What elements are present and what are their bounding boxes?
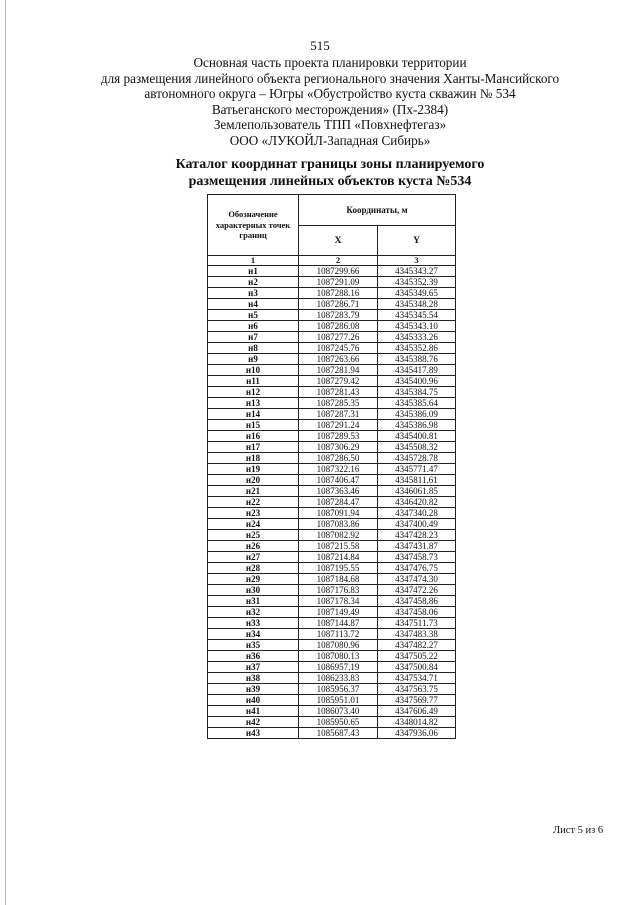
table-body bbox=[208, 266, 456, 739]
x-cell: 1087286.08 bbox=[299, 321, 378, 332]
y-cell: 4345384.75 bbox=[378, 387, 456, 398]
x-cell: 1087281.94 bbox=[299, 365, 378, 376]
y-cell: 4347482.27 bbox=[378, 640, 456, 651]
point-cell: н38 bbox=[208, 673, 299, 684]
x-cell: 1085951.01 bbox=[299, 695, 378, 706]
table-row bbox=[208, 640, 456, 651]
table-row bbox=[208, 486, 456, 497]
header-line: ООО «ЛУКОЙЛ-Западная Сибирь» bbox=[229, 132, 431, 148]
x-cell: 1087263.66 bbox=[299, 354, 378, 365]
y-cell: 4346061.85 bbox=[378, 486, 456, 497]
x-cell: 1087083.86 bbox=[299, 519, 378, 530]
point-cell: н26 bbox=[208, 541, 299, 552]
y-cell: 4345343.27 bbox=[378, 266, 456, 277]
table-row bbox=[208, 354, 456, 365]
y-cell: 4347472.26 bbox=[378, 585, 456, 596]
x-cell: 1087245.76 bbox=[299, 343, 378, 354]
point-cell: н19 bbox=[208, 464, 299, 475]
y-cell: 4347563.75 bbox=[378, 684, 456, 695]
y-cell: 4345386.09 bbox=[378, 409, 456, 420]
catalog-title bbox=[120, 156, 540, 190]
page-number: 515 bbox=[310, 38, 330, 53]
point-cell: н40 bbox=[208, 695, 299, 706]
point-cell: н28 bbox=[208, 563, 299, 574]
point-cell: н9 bbox=[208, 354, 299, 365]
point-cell: н37 bbox=[208, 662, 299, 673]
x-header: X bbox=[299, 226, 378, 256]
table-row bbox=[208, 299, 456, 310]
y-cell: 4345771.47 bbox=[378, 464, 456, 475]
x-cell: 1087149.49 bbox=[299, 607, 378, 618]
x-cell: 1087195.55 bbox=[299, 563, 378, 574]
table-row bbox=[208, 552, 456, 563]
table-row bbox=[208, 310, 456, 321]
coordinates-table bbox=[207, 194, 456, 739]
title-line: размещения линейных объектов куста №534 bbox=[188, 174, 472, 189]
point-cell: н21 bbox=[208, 486, 299, 497]
point-cell: н31 bbox=[208, 596, 299, 607]
y-cell: 4347400.49 bbox=[378, 519, 456, 530]
coordinates-header: Координаты, м bbox=[299, 195, 456, 226]
point-cell: н11 bbox=[208, 376, 299, 387]
x-cell: 1087113.72 bbox=[299, 629, 378, 640]
point-cell: н18 bbox=[208, 453, 299, 464]
point-cell: н41 bbox=[208, 706, 299, 717]
sheet-footer: Лист 5 из 6 bbox=[553, 825, 604, 836]
point-cell: н35 bbox=[208, 640, 299, 651]
x-cell: 1087286.71 bbox=[299, 299, 378, 310]
x-cell: 1087287.31 bbox=[299, 409, 378, 420]
x-cell: 1087291.24 bbox=[299, 420, 378, 431]
y-cell: 4345345.54 bbox=[378, 310, 456, 321]
table-row bbox=[208, 706, 456, 717]
x-cell: 1087091.94 bbox=[299, 508, 378, 519]
x-cell: 1086957.19 bbox=[299, 662, 378, 673]
y-cell: 4347483.38 bbox=[378, 629, 456, 640]
x-cell: 1087277.26 bbox=[299, 332, 378, 343]
scan-edge-line bbox=[5, 0, 6, 905]
point-cell: н6 bbox=[208, 321, 299, 332]
title-line: Каталог координат границы зоны планируемого bbox=[175, 157, 485, 172]
x-cell: 1087178.34 bbox=[299, 596, 378, 607]
point-cell: н12 bbox=[208, 387, 299, 398]
y-cell: 4345400.96 bbox=[378, 376, 456, 387]
point-cell: н39 bbox=[208, 684, 299, 695]
table-row bbox=[208, 431, 456, 442]
point-cell: н2 bbox=[208, 277, 299, 288]
point-cell: н5 bbox=[208, 310, 299, 321]
x-cell: 1087281.43 bbox=[299, 387, 378, 398]
table-row bbox=[208, 508, 456, 519]
table-row bbox=[208, 530, 456, 541]
table-row bbox=[208, 376, 456, 387]
x-cell: 1087322.16 bbox=[299, 464, 378, 475]
y-cell: 4345352.39 bbox=[378, 277, 456, 288]
point-designation-header: Обозначение характерных точек границ bbox=[208, 195, 299, 256]
y-cell: 4347428.23 bbox=[378, 530, 456, 541]
y-cell: 4348014.82 bbox=[378, 717, 456, 728]
table-row bbox=[208, 365, 456, 376]
y-cell: 4347505.22 bbox=[378, 651, 456, 662]
point-cell: н17 bbox=[208, 442, 299, 453]
y-cell: 4345348.28 bbox=[378, 299, 456, 310]
y-cell: 4347936.06 bbox=[378, 728, 456, 739]
x-cell: 1087363.46 bbox=[299, 486, 378, 497]
y-cell: 4347476.75 bbox=[378, 563, 456, 574]
point-cell: н4 bbox=[208, 299, 299, 310]
x-cell: 1087406.47 bbox=[299, 475, 378, 486]
point-cell: н8 bbox=[208, 343, 299, 354]
y-cell: 4345388.76 bbox=[378, 354, 456, 365]
table-row bbox=[208, 321, 456, 332]
document-header bbox=[80, 55, 580, 149]
x-cell: 1087299.66 bbox=[299, 266, 378, 277]
x-cell: 1087214.84 bbox=[299, 552, 378, 563]
table-row bbox=[208, 343, 456, 354]
table-row bbox=[208, 596, 456, 607]
table-row bbox=[208, 607, 456, 618]
x-cell: 1086073.40 bbox=[299, 706, 378, 717]
table-row bbox=[208, 442, 456, 453]
y-header: Y bbox=[378, 226, 456, 256]
y-cell: 4345333.26 bbox=[378, 332, 456, 343]
point-cell: н33 bbox=[208, 618, 299, 629]
table-row bbox=[208, 728, 456, 739]
y-cell: 4345811.61 bbox=[378, 475, 456, 486]
y-cell: 4347340.28 bbox=[378, 508, 456, 519]
point-cell: н20 bbox=[208, 475, 299, 486]
x-cell: 1085950.65 bbox=[299, 717, 378, 728]
table-row bbox=[208, 585, 456, 596]
y-cell: 4345728.78 bbox=[378, 453, 456, 464]
y-cell: 4345508.32 bbox=[378, 442, 456, 453]
table-row bbox=[208, 673, 456, 684]
point-cell: н13 bbox=[208, 398, 299, 409]
header-line: для размещения линейного объекта регионального значения Ханты-Мансийского bbox=[100, 70, 560, 86]
point-cell: н29 bbox=[208, 574, 299, 585]
point-cell: н10 bbox=[208, 365, 299, 376]
point-cell: н24 bbox=[208, 519, 299, 530]
column-number: 3 bbox=[378, 256, 456, 266]
point-cell: н23 bbox=[208, 508, 299, 519]
y-cell: 4345352.86 bbox=[378, 343, 456, 354]
x-cell: 1087082.92 bbox=[299, 530, 378, 541]
table-row bbox=[208, 684, 456, 695]
table-row bbox=[208, 398, 456, 409]
x-cell: 1085687.43 bbox=[299, 728, 378, 739]
x-cell: 1087284.47 bbox=[299, 497, 378, 508]
x-cell: 1087289.53 bbox=[299, 431, 378, 442]
table-row bbox=[208, 618, 456, 629]
x-cell: 1087306.29 bbox=[299, 442, 378, 453]
table-row bbox=[208, 662, 456, 673]
point-cell: н16 bbox=[208, 431, 299, 442]
table-row bbox=[208, 288, 456, 299]
y-cell: 4345400.81 bbox=[378, 431, 456, 442]
column-number: 1 bbox=[208, 256, 299, 266]
x-cell: 1087080.13 bbox=[299, 651, 378, 662]
y-cell: 4347458.06 bbox=[378, 607, 456, 618]
table-row bbox=[208, 453, 456, 464]
point-cell: н3 bbox=[208, 288, 299, 299]
table-row bbox=[208, 717, 456, 728]
point-cell: н25 bbox=[208, 530, 299, 541]
x-cell: 1087291.09 bbox=[299, 277, 378, 288]
y-cell: 4345417.89 bbox=[378, 365, 456, 376]
table-row bbox=[208, 695, 456, 706]
table-row bbox=[208, 332, 456, 343]
column-number: 2 bbox=[299, 256, 378, 266]
x-cell: 1085956.37 bbox=[299, 684, 378, 695]
point-cell: н32 bbox=[208, 607, 299, 618]
y-cell: 4347534.71 bbox=[378, 673, 456, 684]
point-cell: н30 bbox=[208, 585, 299, 596]
y-cell: 4347569.77 bbox=[378, 695, 456, 706]
table-row bbox=[208, 475, 456, 486]
table-row bbox=[208, 563, 456, 574]
table-row bbox=[208, 519, 456, 530]
y-cell: 4346420.82 bbox=[378, 497, 456, 508]
table-row bbox=[208, 574, 456, 585]
table-row bbox=[208, 541, 456, 552]
header-line: Землепользователь ТПП «Повхнефтегаз» bbox=[213, 117, 447, 133]
point-cell: н22 bbox=[208, 497, 299, 508]
table-row bbox=[208, 497, 456, 508]
y-cell: 4347458.73 bbox=[378, 552, 456, 563]
table-row bbox=[208, 409, 456, 420]
x-cell: 1086233.83 bbox=[299, 673, 378, 684]
x-cell: 1087144.87 bbox=[299, 618, 378, 629]
y-cell: 4347500.84 bbox=[378, 662, 456, 673]
y-cell: 4347431.87 bbox=[378, 541, 456, 552]
x-cell: 1087080.96 bbox=[299, 640, 378, 651]
x-cell: 1087283.79 bbox=[299, 310, 378, 321]
x-cell: 1087184.68 bbox=[299, 574, 378, 585]
point-cell: н14 bbox=[208, 409, 299, 420]
x-cell: 1087279.42 bbox=[299, 376, 378, 387]
y-cell: 4347458.86 bbox=[378, 596, 456, 607]
x-cell: 1087285.35 bbox=[299, 398, 378, 409]
table-row bbox=[208, 420, 456, 431]
y-cell: 4345349.65 bbox=[378, 288, 456, 299]
table-row bbox=[208, 629, 456, 640]
point-cell: н15 bbox=[208, 420, 299, 431]
point-cell: н27 bbox=[208, 552, 299, 563]
header-line: Основная часть проекта планировки территории bbox=[193, 55, 467, 70]
table-row bbox=[208, 387, 456, 398]
point-cell: н34 bbox=[208, 629, 299, 640]
header-line: Ватьеганского месторождения» (Пх-2384) bbox=[211, 101, 449, 117]
table-row bbox=[208, 266, 456, 277]
y-cell: 4345386.98 bbox=[378, 420, 456, 431]
point-cell: н42 bbox=[208, 717, 299, 728]
y-cell: 4347474.30 bbox=[378, 574, 456, 585]
y-cell: 4347511.73 bbox=[378, 618, 456, 629]
table-row bbox=[208, 277, 456, 288]
point-cell: н36 bbox=[208, 651, 299, 662]
x-cell: 1087286.50 bbox=[299, 453, 378, 464]
x-cell: 1087215.58 bbox=[299, 541, 378, 552]
y-cell: 4345343.10 bbox=[378, 321, 456, 332]
point-cell: н43 bbox=[208, 728, 299, 739]
table-row bbox=[208, 464, 456, 475]
point-cell: н1 bbox=[208, 266, 299, 277]
x-cell: 1087176.83 bbox=[299, 585, 378, 596]
header-line: автономного округа – Югры «Обустройство куста скважин № 534 bbox=[144, 86, 516, 102]
table-row bbox=[208, 651, 456, 662]
y-cell: 4347606.49 bbox=[378, 706, 456, 717]
y-cell: 4345385.64 bbox=[378, 398, 456, 409]
x-cell: 1087288.16 bbox=[299, 288, 378, 299]
point-cell: н7 bbox=[208, 332, 299, 343]
